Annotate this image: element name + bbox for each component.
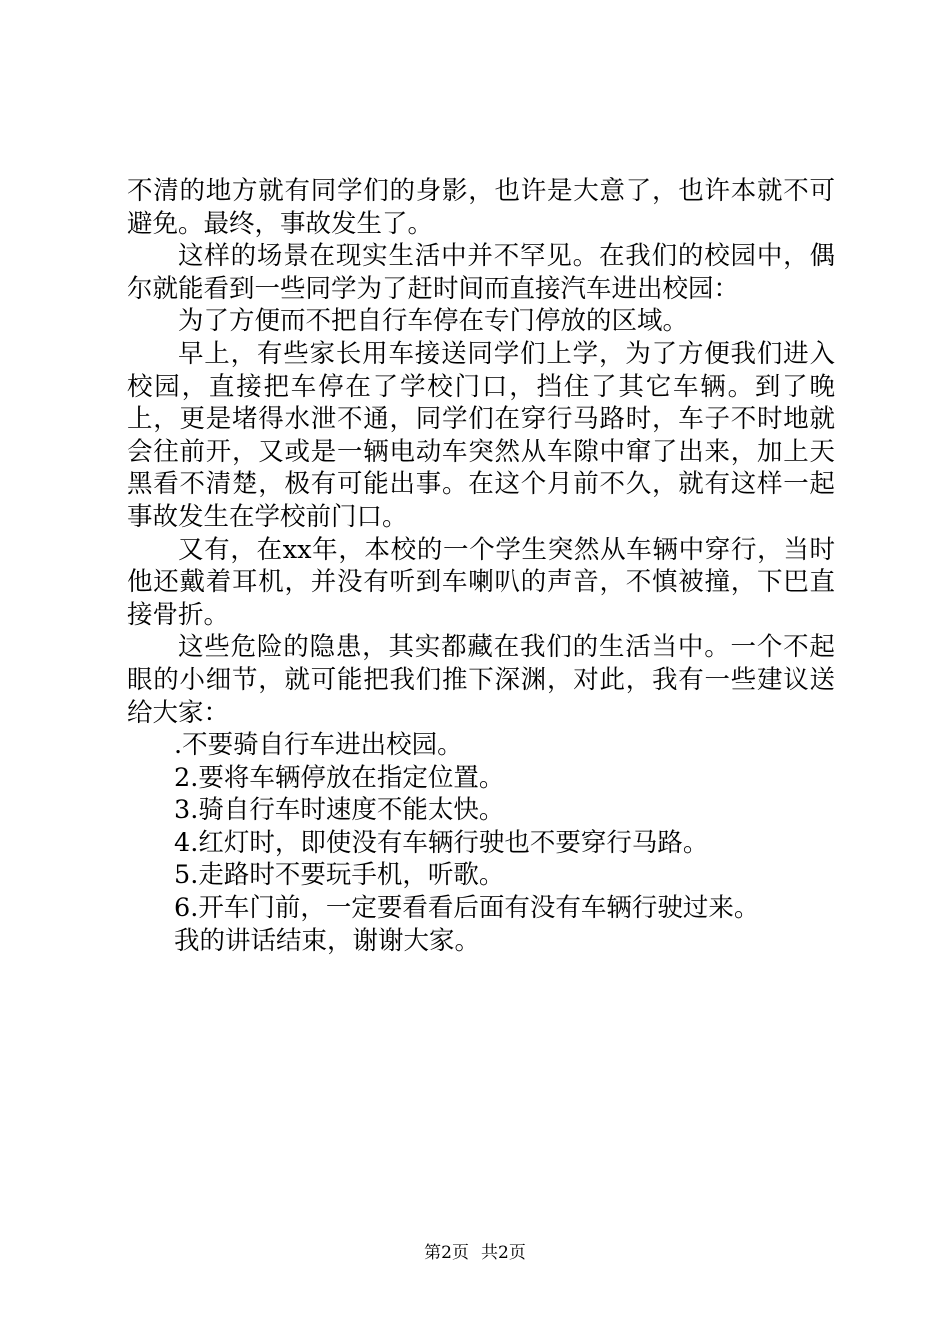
- paragraph: 又有，在xx年，本校的一个学生突然从车辆中穿行，当时他还戴着耳机，并没有听到车喇叭的声音，不慎被撞，下巴直接骨折。: [127, 534, 835, 630]
- paragraph: 为了方便而不把自行车停在专门停放的区域。: [178, 306, 689, 337]
- paragraph: 这些危险的隐患，其实都藏在我们的生活当中。一个不起眼的小细节，就可能把我们推下深渊，对此，我有一些建议送给大家：: [127, 632, 835, 728]
- list-item: 6.开车门前，一定要看看后面有没有车辆行驶过来。: [174, 893, 760, 924]
- paragraph: 早上，有些家长用车接送同学们上学，为了方便我们进入校园，直接把车停在了学校门口，挡住了其它车辆。到了晚上，更是堵得水泄不通，同学们在穿行马路时，车子不时地就会往前开，又或是一辆电动车突然从车隙中窜了出来，加上天黑看不清楚，极有可能出事。在这个月前不久，就有这样一起事故发生在学校前门口。: [127, 338, 835, 532]
- list-item: 4.红灯时，即使没有车辆行驶也不要穿行马路。: [174, 827, 709, 858]
- page-footer: [0, 1242, 950, 1264]
- document-body: [127, 175, 835, 957]
- list-item: .不要骑自行车进出校园。: [174, 730, 463, 761]
- page-number-current: 第2页: [424, 1243, 469, 1263]
- list-item: 3.骑自行车时速度不能太快。: [174, 795, 505, 826]
- paragraph: 这样的场景在现实生活中并不罕见。在我们的校园中，偶尔就能看到一些同学为了赶时间而直接汽车进出校园：: [127, 241, 835, 304]
- closing-line: 我的讲话结束，谢谢大家。: [174, 925, 481, 956]
- paragraph: 不清的地方就有同学们的身影，也许是大意了，也许本就不可避免。最终，事故发生了。: [127, 176, 835, 239]
- list-item: 5.走路时不要玩手机，听歌。: [174, 860, 505, 891]
- list-item: 2.要将车辆停放在指定位置。: [174, 762, 505, 793]
- page-number-total: 共2页: [481, 1243, 526, 1263]
